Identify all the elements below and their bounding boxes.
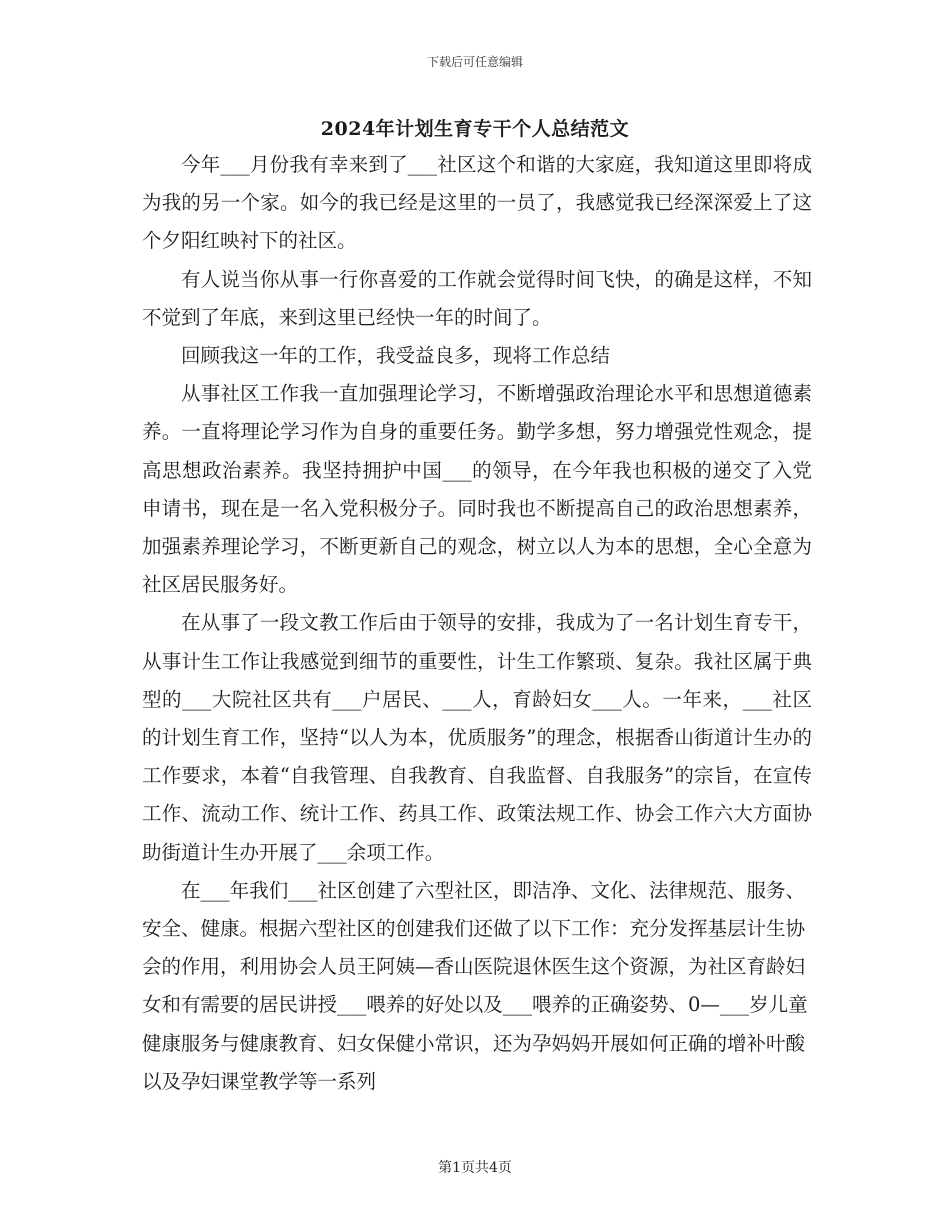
paragraph-4: 从事社区工作我一直加强理论学习，不断增强政治理论水平和思想道德素养。一直将理论学习作为自身的重要任务。勤学多想，努力增强党性观念，提高思想政治素养。我坚持拥护中国___的领导，在今年我也积极的递交了入党申请书，现在是一名入党积极分子。同时我也不断提高自己的政治思想素养，加强素养理论学习，不断更新自己的观念，树立以人为本的思想，全心全意为社区居民服务好。: [142, 382, 812, 597]
paragraph-1: 今年___月份我有幸来到了___社区这个和谐的大家庭，我知道这里即将成为我的另一个家。如今的我已经是这里的一员了，我感觉我已经深深爱上了这个夕阳红映衬下的社区。: [142, 153, 812, 253]
header-note: 下载后可任意编辑: [426, 55, 523, 69]
page-footer: 第1页共4页: [438, 1160, 512, 1176]
paragraph-3: 回顾我这一年的工作，我受益良多，现将工作总结: [181, 344, 611, 368]
document-title: 2024年计划生育专干个人总结范文: [320, 118, 630, 140]
paragraph-2: 有人说当你从事一行你喜爱的工作就会觉得时间飞快，的确是这样，不知不觉到了年底，来到这里已经快一年的时间了。: [142, 267, 812, 329]
paragraph-5: 在从事了一段文教工作后由于领导的安排，我成为了一名计划生育专干，从事计生工作让我感觉到细节的重要性，计生工作繁琐、复杂。我社区属于典型的___大院社区共有___户居民、___人，育龄妇女___人。一年来，___社区的计划生育工作，坚持“以人为本，优质服务”的理念，根据香山街道计生办的工作要求，本着“自我管理、自我教育、自我监督、自我服务”的宗旨，在宣传工作、流动工作、统计工作、药具工作、政策法规工作、协会工作六大方面协助街道计生办开展了___余项工作。: [142, 611, 812, 864]
document-body: [142, 146, 812, 1101]
paragraph-6: 在___年我们___社区创建了六型社区，即洁净、文化、法律规范、服务、安全、健康。根据六型社区的创建我们还做了以下工作：充分发挥基层计生协会的作用，利用协会人员王阿姨—香山医院退休医生这个资源，为社区育龄妇女和有需要的居民讲授___喂养的好处以及___喂养的正确姿势、0—___岁儿童健康服务与健康教育、妇女保健小常识，还为孕妈妈开展如何正确的增补叶酸以及孕妇课堂教学等一系列: [142, 878, 808, 1093]
